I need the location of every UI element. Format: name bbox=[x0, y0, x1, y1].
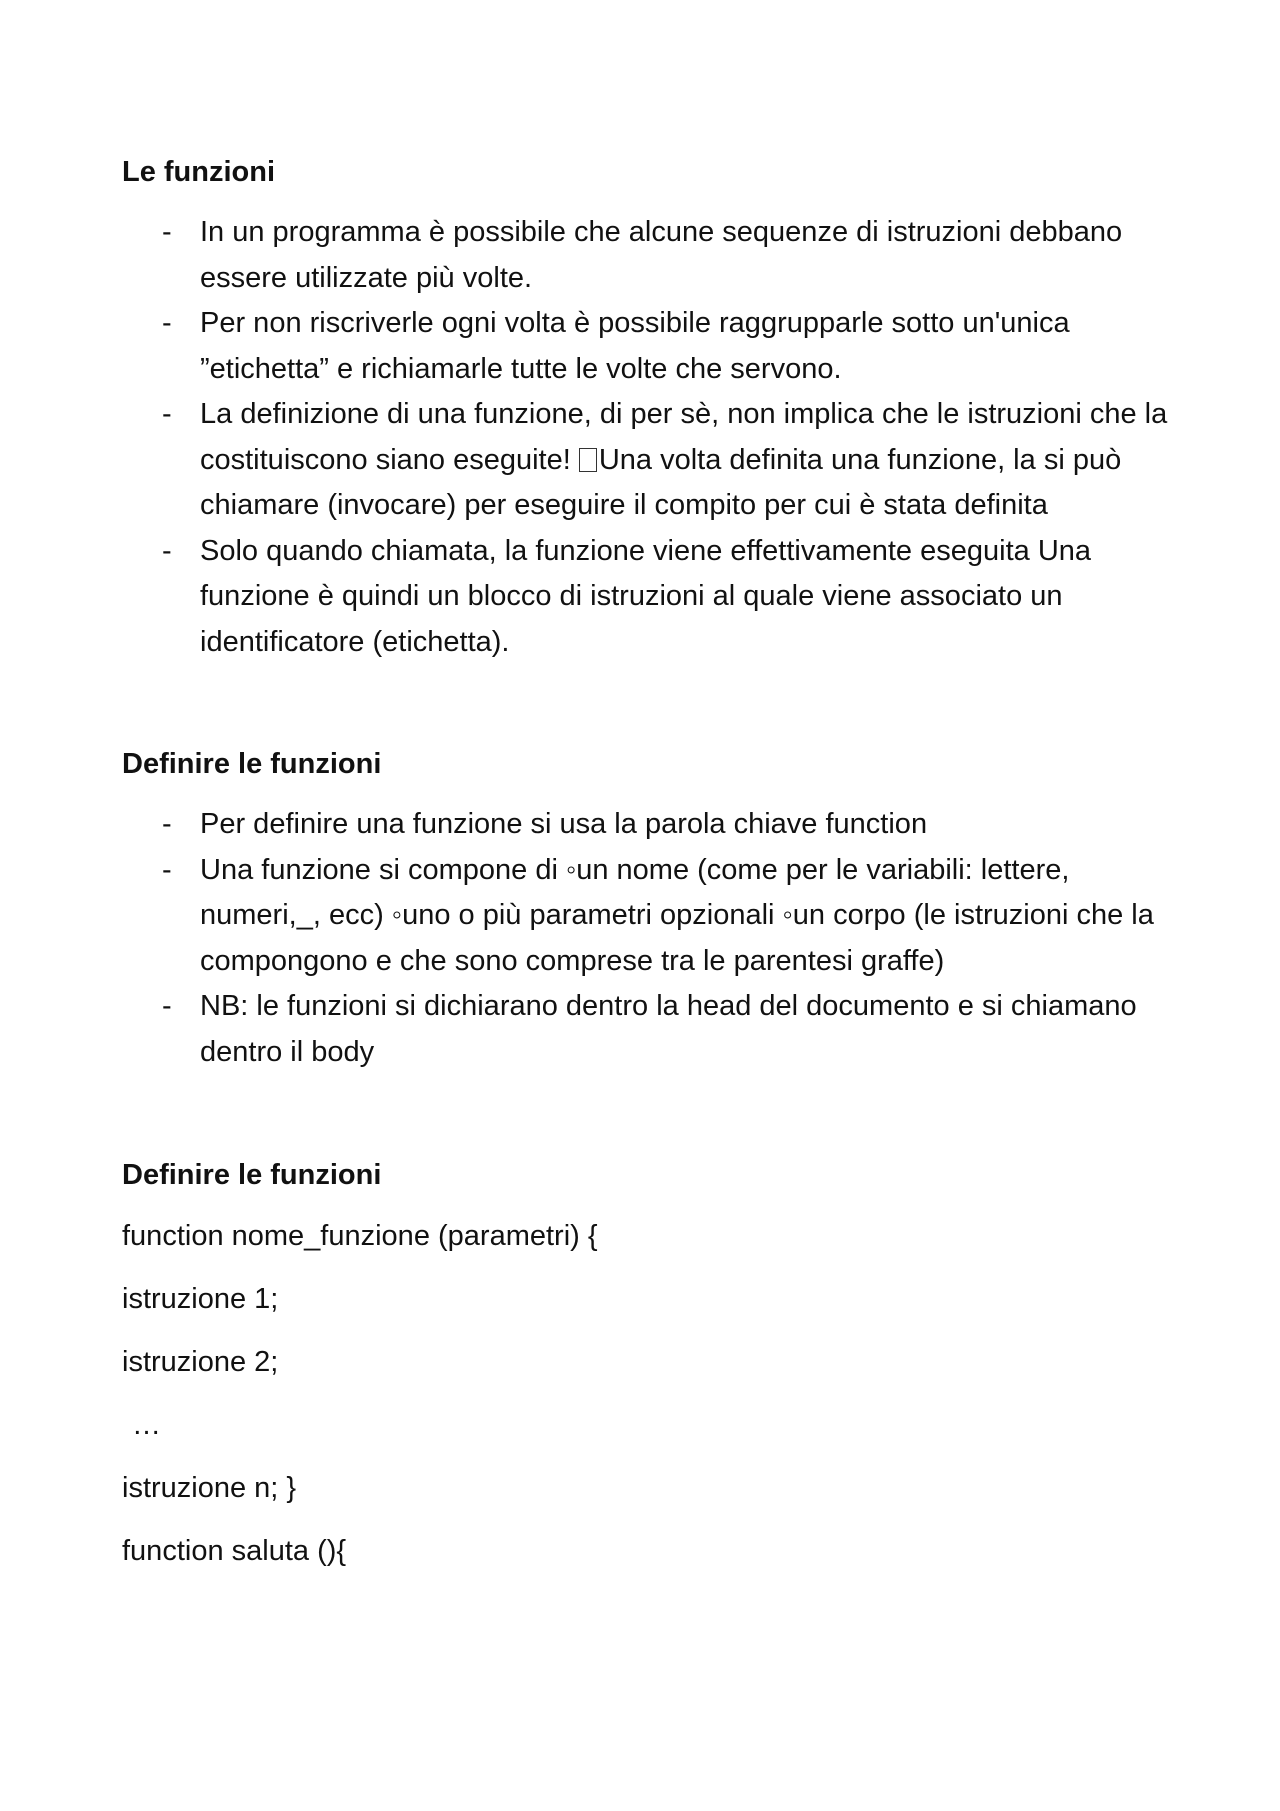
code-line: function saluta (){ bbox=[122, 1535, 347, 1567]
bullet-dash: - bbox=[162, 534, 172, 567]
list-item bbox=[122, 984, 1182, 1075]
list-item bbox=[122, 301, 1182, 392]
list-item-text: Una funzione si compone di ◦un nome (come per le variabili: lettere, numeri,_, ecc) ◦uno o più parametri opzionali ◦un corpo (le istruzioni che la compongono e che sono comprese tra le parentesi graffe) bbox=[200, 853, 1154, 977]
list-item bbox=[122, 802, 1182, 848]
code-line: istruzione n; } bbox=[122, 1472, 297, 1504]
list-item-text: Solo quando chiamata, la funzione viene effettivamente eseguita Una funzione è quindi un blocco di istruzioni al quale viene associato un identificatore (etichetta). bbox=[200, 534, 1092, 658]
bullet-dash: - bbox=[162, 307, 172, 339]
list-item-text: In un programma è possibile che alcune sequenze di istruzioni debbano essere utilizzate più volte. bbox=[200, 216, 1123, 294]
list-item bbox=[122, 392, 1182, 529]
document-page bbox=[122, 152, 1182, 1571]
bullet-dash: - bbox=[162, 398, 172, 430]
bullet-dash: - bbox=[162, 990, 172, 1022]
section-title-le-funzioni: Le funzioni bbox=[122, 156, 276, 188]
code-line: function nome_funzione (parametri) { bbox=[122, 1220, 598, 1252]
list-item-text: Per non riscriverle ogni volta è possibile raggrupparle sotto un'unica ”etichetta” e richiamarle tutte le volte che servono. bbox=[200, 307, 1070, 385]
code-line-ellipsis: … bbox=[132, 1409, 161, 1441]
section-title-definire-le-funzioni: Definire le funzioni bbox=[122, 748, 382, 780]
code-line: istruzione 1; bbox=[122, 1283, 279, 1315]
bullet-dash: - bbox=[162, 216, 172, 248]
section-title-definire-le-funzioni-code: Definire le funzioni bbox=[122, 1159, 382, 1191]
code-line: istruzione 2; bbox=[122, 1346, 279, 1378]
section1-list bbox=[122, 210, 1182, 665]
list-item bbox=[122, 848, 1182, 985]
list-item bbox=[122, 210, 1182, 301]
list-item-text-before: La definizione di una funzione, di per sè, non implica che le istruzioni che la costituiscono siano eseguite! bbox=[200, 398, 1168, 476]
list-item bbox=[122, 529, 1182, 666]
list-item-text: NB: le funzioni si dichiarano dentro la head del documento e si chiamano dentro il body bbox=[200, 990, 1137, 1068]
bullet-dash: - bbox=[162, 853, 172, 886]
missing-glyph-box-icon bbox=[579, 448, 597, 472]
section2-list bbox=[122, 802, 1182, 1075]
list-item-text: Per definire una funzione si usa la parola chiave function bbox=[200, 808, 928, 840]
list-item-text-after: Una volta definita una funzione, la si può chiamare (invocare) per eseguire il compito per cui è stata definita bbox=[200, 443, 1122, 521]
bullet-dash: - bbox=[162, 808, 172, 840]
